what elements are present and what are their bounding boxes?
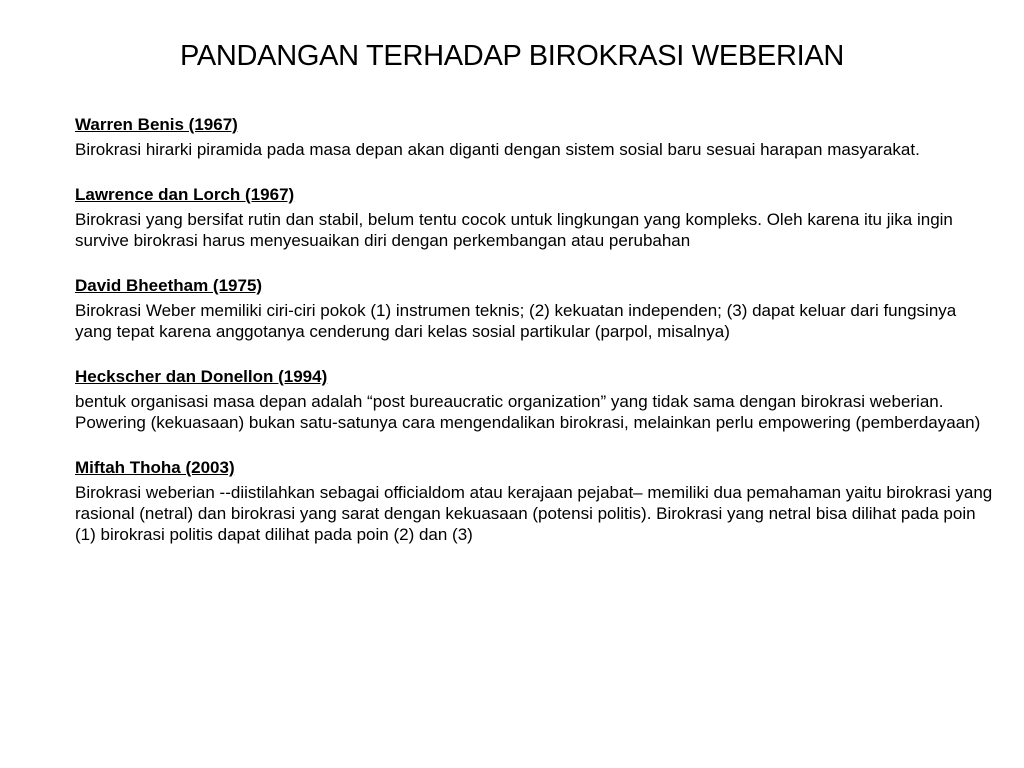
slide-content [75, 114, 995, 569]
section-warren-benis [75, 114, 995, 160]
section-heckscher-donellon [75, 366, 995, 433]
section-description: Birokrasi hirarki piramida pada masa depan akan diganti dengan sistem sosial baru sesuai harapan masyarakat. [75, 140, 920, 159]
section-description: Birokrasi weberian --diistilahkan sebagai officialdom atau kerajaan pejabat– memiliki dua pemahaman yaitu birokrasi yang rasional (netral) dan birokrasi yang sarat dengan kekuasaan (potensi politis). Birokrasi yang netral bisa dilihat pada poin (1) birokrasi politis dapat dilihat pada poin (2) dan (3) [75, 483, 993, 544]
section-description: bentuk organisasi masa depan adalah “post bureaucratic organization” yang tidak sama dengan birokrasi weberian. Powering (kekuasaan) bukan satu-satunya cara mengendalikan birokrasi, melainkan perlu empowering (pemberdayaan) [75, 392, 981, 432]
section-author: Lawrence dan Lorch (1967) [75, 185, 295, 204]
slide-title: PANDANGAN TERHADAP BIROKRASI WEBERIAN [179, 40, 845, 72]
section-author: Warren Benis (1967) [75, 115, 238, 134]
section-description: Birokrasi yang bersifat rutin dan stabil, belum tentu cocok untuk lingkungan yang kompleks. Oleh karena itu jika ingin survive birokrasi harus menyesuaikan diri dengan perkembangan atau perubahan [75, 210, 953, 250]
section-author: Miftah Thoha (2003) [75, 458, 235, 477]
section-lawrence-lorch [75, 184, 995, 251]
section-author: Heckscher dan Donellon (1994) [75, 367, 328, 386]
section-miftah-thoha [75, 457, 995, 545]
section-description: Birokrasi Weber memiliki ciri-ciri pokok (1) instrumen teknis; (2) kekuatan independen; (3) dapat keluar dari fungsinya yang tepat karena anggotanya cenderung dari kelas sosial partikular (parpol, misalnya) [75, 301, 957, 341]
section-author: David Bheetham (1975) [75, 276, 263, 295]
section-david-bheetham [75, 275, 995, 342]
